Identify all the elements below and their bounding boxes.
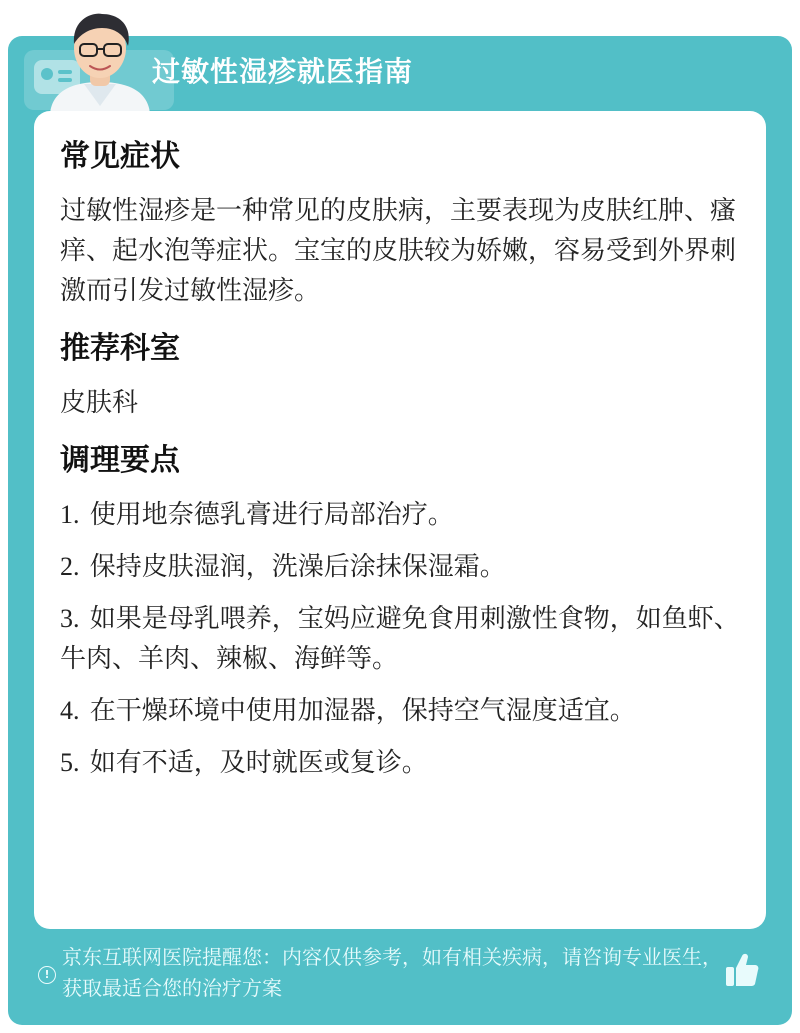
symptoms-text: 过敏性湿疹是一种常见的皮肤病，主要表现为皮肤红肿、瘙痒、起水泡等症状。宝宝的皮肤较为娇嫩，容易受到外界刺激而引发过敏性湿疹。	[60, 196, 737, 306]
symptoms-heading: 常见症状	[60, 139, 180, 174]
list-item	[60, 599, 740, 679]
list-item-number: 3.	[60, 604, 80, 633]
info-icon: !	[38, 966, 56, 984]
list-item-number: 1.	[60, 500, 80, 529]
thumbs-up-icon[interactable]	[724, 950, 760, 990]
list-item-text: 保持皮肤湿润，洗澡后涂抹保湿霜。	[89, 552, 506, 582]
page-title: 过敏性湿疹就医指南	[152, 55, 414, 88]
content-card	[34, 111, 766, 929]
doctor-avatar	[44, 6, 156, 114]
footer-disclaimer	[36, 942, 736, 1004]
guide-content	[60, 133, 740, 795]
list-item-text: 如有不适，及时就医或复诊。	[89, 748, 428, 778]
disclaimer-text: 京东互联网医院提醒您：内容仅供参考，如有相关疾病，请咨询专业医生，获取最适合您的治疗方案	[62, 945, 722, 1000]
list-item-text: 如果是母乳喂养，宝妈应避免食用刺激性食物，如鱼虾、牛肉、羊肉、辣椒、海鲜等。	[60, 604, 740, 674]
list-item-number: 4.	[60, 696, 80, 725]
list-item	[60, 547, 740, 587]
care-heading: 调理要点	[60, 443, 180, 478]
department-heading: 推荐科室	[60, 331, 180, 366]
list-item-text: 使用地奈德乳膏进行局部治疗。	[89, 500, 454, 530]
care-list	[60, 495, 740, 783]
list-item	[60, 495, 740, 535]
department-text: 皮肤科	[60, 388, 139, 418]
list-item	[60, 743, 740, 783]
list-item-number: 5.	[60, 748, 80, 777]
list-item-text: 在干燥环境中使用加湿器，保持空气湿度适宜。	[89, 696, 636, 726]
list-item	[60, 691, 740, 731]
list-item-number: 2.	[60, 552, 80, 581]
